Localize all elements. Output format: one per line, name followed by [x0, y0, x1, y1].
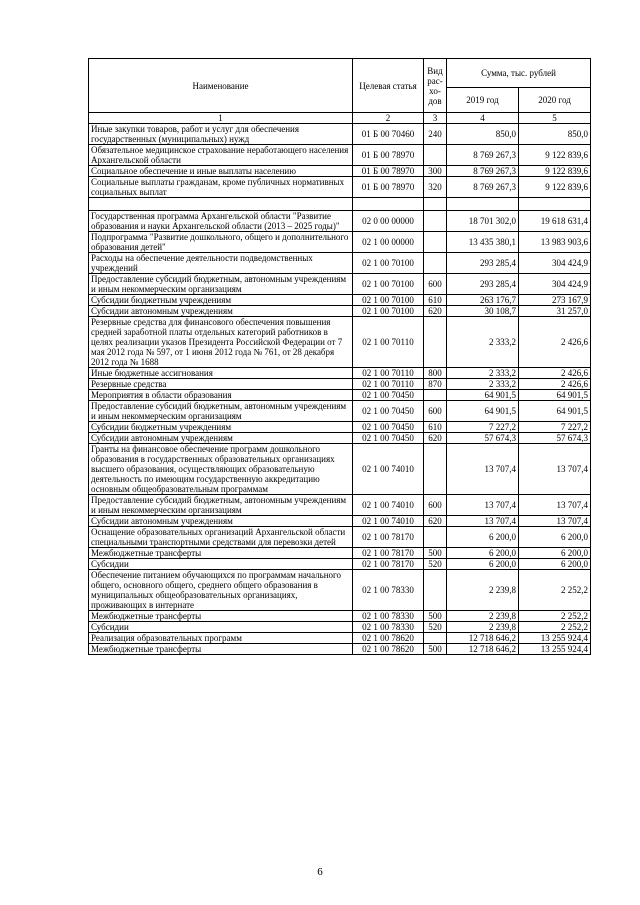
row-2019-cell	[447, 198, 519, 211]
row-2019-cell: 8 769 267,3	[447, 177, 519, 198]
row-2020-cell: 304 424,9	[519, 253, 591, 274]
row-2019-cell: 293 285,4	[447, 274, 519, 295]
row-2019-cell: 12 718 646,2	[447, 633, 519, 644]
table-header	[89, 59, 591, 124]
table-row	[89, 495, 591, 516]
row-code-cell: 02 1 00 78330	[353, 611, 424, 622]
column-index: 4	[447, 113, 519, 124]
row-vid-cell	[424, 390, 447, 401]
header-vid: Вид рас-хо-дов	[424, 59, 447, 113]
row-name-cell: Межбюджетные трансферты	[89, 611, 353, 622]
row-vid-cell	[424, 570, 447, 611]
row-name-cell: Иные закупки товаров, работ и услуг для обеспечения государственных (муниципальных) нужд	[89, 124, 353, 145]
row-name-cell: Социальные выплаты гражданам, кроме публичных нормативных социальных выплат	[89, 177, 353, 198]
header-name: Наименование	[89, 59, 353, 113]
column-index: 5	[519, 113, 591, 124]
row-vid-cell: 620	[424, 433, 447, 444]
row-2020-cell: 13 707,4	[519, 516, 591, 527]
row-name-cell: Расходы на обеспечение деятельности подведомственных учреждений	[89, 253, 353, 274]
row-name-cell: Резервные средства	[89, 379, 353, 390]
row-vid-cell	[424, 633, 447, 644]
row-code-cell: 02 1 00 70100	[353, 274, 424, 295]
row-name-cell: Предоставление субсидий бюджетным, автономным учреждениям и иным некоммерческим организациям	[89, 495, 353, 516]
row-2019-cell: 8 769 267,3	[447, 166, 519, 177]
row-2020-cell: 273 167,9	[519, 295, 591, 306]
row-code-cell: 02 1 00 78620	[353, 644, 424, 655]
row-name-cell: Обязательное медицинское страхование неработающего населения Архангельской области	[89, 145, 353, 166]
row-code-cell: 02 1 00 78330	[353, 622, 424, 633]
row-2020-cell: 850,0	[519, 124, 591, 145]
row-2019-cell: 57 674,3	[447, 433, 519, 444]
row-name-cell: Социальное обеспечение и иные выплаты населению	[89, 166, 353, 177]
table-row	[89, 527, 591, 548]
row-code-cell: 02 1 00 00000	[353, 232, 424, 253]
table-row	[89, 274, 591, 295]
table-row	[89, 444, 591, 495]
row-vid-cell: 520	[424, 622, 447, 633]
row-2020-cell: 7 227,2	[519, 422, 591, 433]
row-vid-cell	[424, 253, 447, 274]
table-row	[89, 633, 591, 644]
row-name-cell: Государственная программа Архангельской области "Развитие образования и науки Архангельской области (2013 – 2025 годы)"	[89, 211, 353, 232]
row-vid-cell: 320	[424, 177, 447, 198]
row-2020-cell: 6 200,0	[519, 559, 591, 570]
row-2019-cell: 2 239,8	[447, 570, 519, 611]
row-vid-cell: 600	[424, 274, 447, 295]
table-row	[89, 166, 591, 177]
header-row	[89, 59, 591, 88]
row-2019-cell: 13 707,4	[447, 444, 519, 495]
row-2020-cell: 2 426,6	[519, 368, 591, 379]
row-2019-cell: 18 701 302,0	[447, 211, 519, 232]
table-row	[89, 232, 591, 253]
row-2020-cell: 6 200,0	[519, 527, 591, 548]
row-code-cell: 02 1 00 74010	[353, 444, 424, 495]
table-body	[89, 124, 591, 655]
row-name-cell: Обеспечение питанием обучающихся по программам начального общего, основного общего, среднего общего образования в муниципальных общеобразовательных организациях, проживающих в интернате	[89, 570, 353, 611]
header-2019: 2019 год	[447, 88, 519, 113]
row-2019-cell: 2 239,8	[447, 622, 519, 633]
row-2020-cell: 31 257,0	[519, 306, 591, 317]
row-vid-cell	[424, 444, 447, 495]
row-2019-cell: 8 769 267,3	[447, 145, 519, 166]
row-vid-cell: 500	[424, 611, 447, 622]
row-name-cell: Иные бюджетные ассигнования	[89, 368, 353, 379]
row-vid-cell: 620	[424, 306, 447, 317]
row-2020-cell: 19 618 631,4	[519, 211, 591, 232]
row-code-cell: 02 1 00 78330	[353, 570, 424, 611]
column-index: 3	[424, 113, 447, 124]
row-vid-cell	[424, 211, 447, 232]
row-name-cell: Субсидии автономным учреждениям	[89, 433, 353, 444]
table-row	[89, 390, 591, 401]
table-row	[89, 422, 591, 433]
row-vid-cell: 620	[424, 516, 447, 527]
row-code-cell: 02 1 00 70450	[353, 433, 424, 444]
page-number: 6	[317, 866, 323, 878]
row-code-cell: 01 Б 00 70460	[353, 124, 424, 145]
column-index: 1	[89, 113, 353, 124]
table-row	[89, 379, 591, 390]
table-row	[89, 177, 591, 198]
column-index-row	[89, 113, 591, 124]
row-code-cell: 02 0 00 00000	[353, 211, 424, 232]
row-2020-cell: 64 901,5	[519, 390, 591, 401]
row-name-cell: Субсидии	[89, 559, 353, 570]
table-row	[89, 622, 591, 633]
row-2019-cell: 850,0	[447, 124, 519, 145]
row-2020-cell: 2 426,6	[519, 379, 591, 390]
table-row	[89, 516, 591, 527]
row-2020-cell: 9 122 839,6	[519, 145, 591, 166]
row-name-cell: Реализация образовательных программ	[89, 633, 353, 644]
row-2020-cell: 13 255 924,4	[519, 633, 591, 644]
row-2020-cell: 2 252,2	[519, 570, 591, 611]
row-code-cell: 02 1 00 78170	[353, 527, 424, 548]
row-vid-cell: 870	[424, 379, 447, 390]
table-row	[89, 295, 591, 306]
row-2020-cell: 13 255 924,4	[519, 644, 591, 655]
row-name-cell: Резервные средства для финансового обеспечения повышения средней заработной платы отдельных категорий работников в целях реализации указов Президента Российской Федерации от 7 мая 2012 года № 597, от 1 июня 2012 года № 761, от 28 декабря 2012 года № 1688	[89, 317, 353, 368]
row-2019-cell: 12 718 646,2	[447, 644, 519, 655]
row-vid-cell: 500	[424, 644, 447, 655]
row-vid-cell	[424, 317, 447, 368]
row-name-cell: Подпрограмма "Развитие дошкольного, общего и дополнительного образования детей"	[89, 232, 353, 253]
row-2020-cell: 13 707,4	[519, 495, 591, 516]
row-vid-cell: 600	[424, 401, 447, 422]
row-code-cell: 01 Б 00 78970	[353, 177, 424, 198]
row-vid-cell: 240	[424, 124, 447, 145]
row-2020-cell: 6 200,0	[519, 548, 591, 559]
row-2020-cell: 13 707,4	[519, 444, 591, 495]
row-2019-cell: 30 108,7	[447, 306, 519, 317]
row-name-cell: Субсидии автономным учреждениям	[89, 306, 353, 317]
table-row	[89, 211, 591, 232]
row-2020-cell: 9 122 839,6	[519, 166, 591, 177]
row-2019-cell: 6 200,0	[447, 559, 519, 570]
table-row	[89, 401, 591, 422]
row-code-cell: 01 Б 00 78970	[353, 145, 424, 166]
row-2019-cell: 6 200,0	[447, 527, 519, 548]
row-2020-cell: 304 424,9	[519, 274, 591, 295]
table-row	[89, 433, 591, 444]
row-2019-cell: 7 227,2	[447, 422, 519, 433]
row-name-cell: Предоставление субсидий бюджетным, автономным учреждениям и иным некоммерческим организациям	[89, 401, 353, 422]
row-code-cell: 02 1 00 70100	[353, 306, 424, 317]
table-row	[89, 306, 591, 317]
row-vid-cell	[424, 527, 447, 548]
row-vid-cell: 610	[424, 422, 447, 433]
row-name-cell: Субсидии автономным учреждениям	[89, 516, 353, 527]
row-2020-cell: 2 252,2	[519, 611, 591, 622]
row-2020-cell: 64 901,5	[519, 401, 591, 422]
row-2019-cell: 13 435 380,1	[447, 232, 519, 253]
row-2020-cell: 2 426,6	[519, 317, 591, 368]
table-row	[89, 548, 591, 559]
row-code-cell: 01 Б 00 78970	[353, 166, 424, 177]
row-vid-cell: 520	[424, 559, 447, 570]
budget-table	[88, 58, 591, 655]
row-2019-cell: 64 901,5	[447, 390, 519, 401]
row-2020-cell: 9 122 839,6	[519, 177, 591, 198]
row-code-cell: 02 1 00 70100	[353, 253, 424, 274]
row-code-cell	[353, 198, 424, 211]
row-code-cell: 02 1 00 70110	[353, 368, 424, 379]
row-name-cell: Субсидии бюджетным учреждениям	[89, 295, 353, 306]
column-index: 2	[353, 113, 424, 124]
row-name-cell: Мероприятия в области образования	[89, 390, 353, 401]
row-name-cell: Межбюджетные трансферты	[89, 644, 353, 655]
row-name-cell: Гранты на финансовое обеспечение программ дошкольного образования в государственных образовательных организациях высшего образования, осуществляющих образовательную деятельность по имеющим государственную аккредитацию основным общеобразовательным программам	[89, 444, 353, 495]
table-row	[89, 559, 591, 570]
table-row	[89, 145, 591, 166]
table-row	[89, 124, 591, 145]
row-2020-cell	[519, 198, 591, 211]
row-code-cell: 02 1 00 78170	[353, 559, 424, 570]
row-2019-cell: 2 333,2	[447, 379, 519, 390]
row-code-cell: 02 1 00 78170	[353, 548, 424, 559]
table-row	[89, 253, 591, 274]
row-2019-cell: 6 200,0	[447, 548, 519, 559]
table-row	[89, 644, 591, 655]
row-2019-cell: 2 333,2	[447, 368, 519, 379]
row-code-cell: 02 1 00 70450	[353, 401, 424, 422]
row-vid-cell: 300	[424, 166, 447, 177]
header-2020: 2020 год	[519, 88, 591, 113]
row-code-cell: 02 1 00 78620	[353, 633, 424, 644]
row-2019-cell: 13 707,4	[447, 495, 519, 516]
table-row	[89, 570, 591, 611]
row-vid-cell: 800	[424, 368, 447, 379]
row-name-cell: Предоставление субсидий бюджетным, автономным учреждениям и иным некоммерческим организациям	[89, 274, 353, 295]
row-2019-cell: 263 176,7	[447, 295, 519, 306]
row-code-cell: 02 1 00 74010	[353, 495, 424, 516]
table-row	[89, 317, 591, 368]
row-name-cell: Субсидии бюджетным учреждениям	[89, 422, 353, 433]
row-2019-cell: 13 707,4	[447, 516, 519, 527]
row-name-cell: Оснащение образовательных организаций Архангельской области специальными транспортными средствами для перевозки детей	[89, 527, 353, 548]
row-name-cell	[89, 198, 353, 211]
row-name-cell: Субсидии	[89, 622, 353, 633]
row-vid-cell	[424, 198, 447, 211]
row-vid-cell: 610	[424, 295, 447, 306]
header-sum: Сумма, тыс. рублей	[447, 59, 591, 88]
row-code-cell: 02 1 00 70100	[353, 295, 424, 306]
row-2020-cell: 2 252,2	[519, 622, 591, 633]
row-code-cell: 02 1 00 70450	[353, 422, 424, 433]
row-vid-cell: 600	[424, 495, 447, 516]
row-name-cell: Межбюджетные трансферты	[89, 548, 353, 559]
row-2020-cell: 57 674,3	[519, 433, 591, 444]
row-code-cell: 02 1 00 70110	[353, 317, 424, 368]
row-code-cell: 02 1 00 70450	[353, 390, 424, 401]
row-2019-cell: 64 901,5	[447, 401, 519, 422]
row-2019-cell: 2 239,8	[447, 611, 519, 622]
header-target: Целевая статья	[353, 59, 424, 113]
table-row	[89, 368, 591, 379]
row-code-cell: 02 1 00 70110	[353, 379, 424, 390]
row-2019-cell: 2 333,2	[447, 317, 519, 368]
row-2020-cell: 13 983 903,6	[519, 232, 591, 253]
row-code-cell: 02 1 00 74010	[353, 516, 424, 527]
row-2019-cell: 293 285,4	[447, 253, 519, 274]
table-row	[89, 198, 591, 211]
row-vid-cell: 500	[424, 548, 447, 559]
table-row	[89, 611, 591, 622]
row-vid-cell	[424, 145, 447, 166]
row-vid-cell	[424, 232, 447, 253]
